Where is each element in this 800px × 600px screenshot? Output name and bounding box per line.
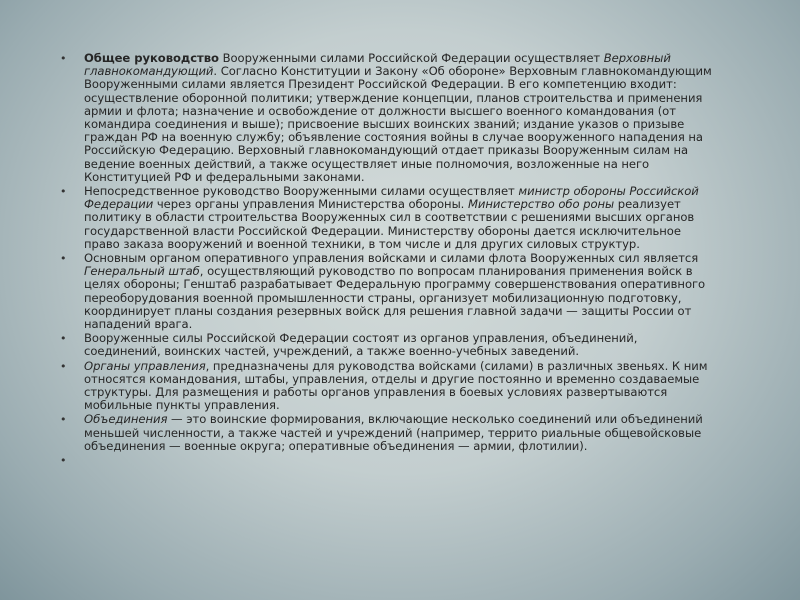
italic-term: министр обороны Российской Федерации — [84, 184, 699, 212]
italic-term: Верховный главнокомандующий — [84, 51, 671, 79]
bullet-marker: • — [60, 413, 67, 427]
text: Основным органом оперативного управления войсками и силами флота Вооруженных сил является — [84, 251, 699, 266]
bold-lead: Общее руководство — [84, 51, 219, 65]
text: Непосредственное руководство Вооруженными силами осуществляет — [84, 184, 519, 199]
italic-term: Объединения — [84, 412, 168, 427]
bullet-item-supreme-command — [60, 52, 715, 184]
bullet-item-armed-forces-structure — [60, 332, 715, 358]
bullet-marker: • — [60, 332, 67, 346]
italic-term: Генеральный штаб — [84, 264, 200, 279]
italic-term: Министерство обо роны — [467, 197, 615, 212]
bullet-list — [60, 51, 715, 468]
bullet-marker: • — [60, 252, 67, 266]
bullet-marker: • — [60, 185, 67, 199]
bullet-item-command-bodies — [60, 360, 715, 413]
text: Вооруженные силы Российской Федерации состоят из органов управления, объединений, соединений, воинских частей, учреждений, а также военно-учебных заведений. — [84, 331, 638, 359]
bullet-item-formations — [60, 413, 715, 453]
bullet-marker: • — [60, 454, 67, 468]
bullet-marker: • — [60, 359, 67, 373]
bullet-marker: • — [60, 52, 67, 65]
text: . Согласно Конституции и Закону «Об обороне» Верховным главнокомандующим Вооруженными силами является Президент Российской Федерации. В его компетенцию входит: осуществление оборонной политики; утверждение концепции, планов строительства и применения армии и флота; назначение и освобождение от должности высшего военного командования (от командира соединения и выше); присвоение высших воинских званий; издание указов о призыве граждан РФ на военную службу; объявление состояния войны в случае вооруженного нападения на Российскую Федерацию. Верховный главнокомандующий отдает приказы Вооруженным силам на ведение военных действий, а также осуществляет иные полномочия, возложенные на него Конституцией РФ и федеральными законами. — [84, 64, 712, 184]
text: реализует политику в области строительства Вооруженных сил в соответствии с решениями высших органов государственной власти Российской Федерации. Министерству обороны дается исключительное право заказа вооружений и военной техники, в том числе и для других силовых структур. — [84, 197, 695, 251]
text: , осуществляющий руководство по вопросам планирования применения войск в целях обороны; Генштаб разрабатывает Федеральную программу совершенствования оперативного переоборудования военной промышленности страны, организует мобилизационную подготовку, координирует планы создания резервных войск для решения главной задачи — защиты России от нападений врага. — [84, 264, 706, 332]
text: Вооруженными силами Российской Федерации осуществляет — [218, 51, 604, 65]
text: — это воинские формирования, включающие несколько соединений или объединений меньшей численности, а также частей и учреждений (например, террито риальные общевойсковые объединения — военные округа; оперативные объединения — армии, флотилии). — [84, 412, 703, 453]
text: , предназначены для руководства войсками (силами) в различных звеньях. К ним относятся командования, штабы, управления, отделы и другие постоянно и временно создаваемые структуры. Для размещения и работы органов управления в боевых условиях развертываются мобильные пункты управления. — [84, 358, 708, 413]
bullet-item-defense-minister — [60, 185, 715, 251]
italic-term: Органы управления — [84, 358, 206, 373]
bullet-item-general-staff — [60, 252, 715, 331]
text: через органы управления Министерства обороны. — [153, 197, 468, 212]
